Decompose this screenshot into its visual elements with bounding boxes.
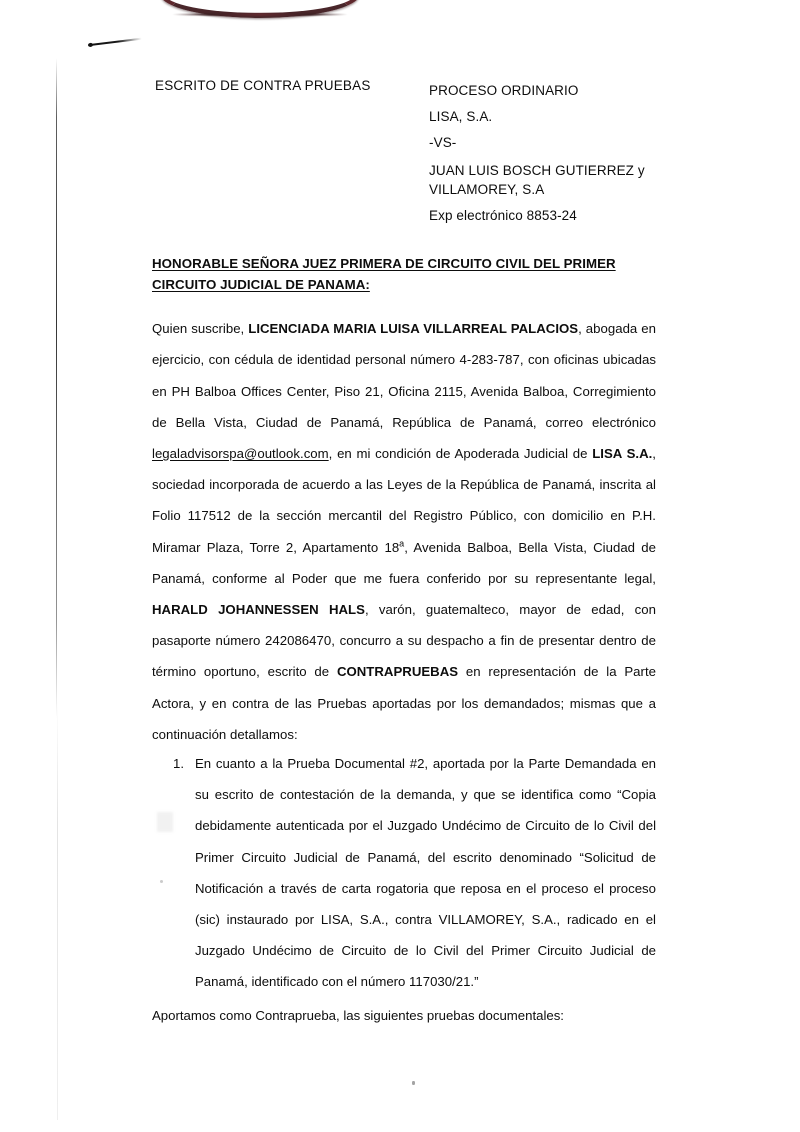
closing-section [152, 1000, 656, 1031]
intro-text-6: , varón, guatemalteco, mayor de edad, con pasaporte número 242086470, concurro a su despacho a fin de presentar dentro de término oportuno, escrito de [152, 602, 656, 680]
addressee-title-line-1: HONORABLE SEÑORA JUEZ PRIMERA DE CIRCUITO CIVIL DEL PRIMER [152, 256, 616, 271]
list-item [173, 748, 656, 998]
caption-defendant-line-1: JUAN LUIS BOSCH GUTIERREZ y [429, 163, 645, 178]
ordinal-superscript: a [399, 538, 405, 549]
evidence-list [173, 748, 656, 998]
caption-file-number: Exp electrónico 8853-24 [429, 208, 577, 223]
caption-defendant-line-2: VILLAMOREY, S.A [429, 182, 545, 197]
contrapruebas-keyword: CONTRAPRUEBAS [336, 664, 459, 680]
intro-text-3: , en mi condición de Apoderada Judicial de [328, 446, 593, 461]
intro-text-5: , Avenida Balboa, Bella Vista, Ciudad de Panamá, conforme al Poder que me fuera conferido por su representante legal, [152, 539, 656, 586]
intro-paragraph [152, 313, 656, 750]
email-address[interactable]: legaladvisorspa@outlook.com [152, 446, 329, 461]
caption-defendants [429, 156, 679, 203]
intro-text-2: , abogada en ejercicio, con cédula de identidad personal número 4-283-787, con oficinas ubicadas en PH Balboa Offices Center, Piso 21, Oficina 2115, Avenida Balboa, Corregimiento de Bella Vista, Ciudad de Panamá, República de Panamá, correo electrónico [152, 321, 656, 430]
intro-text-1: Quien suscribe, [152, 321, 249, 337]
intro-text-7: en representación de la Parte Actora, y en contra de las Pruebas aportadas por los demandados; mismas que a continuación detallamos: [152, 664, 656, 742]
document-header-left-title: ESCRITO DE CONTRA PRUEBAS [155, 78, 371, 93]
legal-representative-name: HARALD JOHANNESSEN HALS [152, 602, 365, 618]
intro-text-4: , sociedad incorporada de acuerdo a las Leyes de la República de Panamá, inscrita al Folio 117512 de la sección mercantil del Registro Público, con domicilio en P.H. Miramar Plaza, Torre 2, Apartamento 18 [152, 446, 656, 555]
document-header-case-caption [429, 78, 679, 229]
caption-plaintiff: LISA, S.A. [429, 109, 493, 124]
list-item-text: En cuanto a la Prueba Documental #2, aportada por la Parte Demandada en su escrito de contestación de la demanda, y que se identifica como “Copia debidamente autenticada por el Juzgado Undécimo de Circuito de lo Civil del Primer Circuito Judicial de Panamá, del escrito denominado “Solicitud de Notificación a través de carta rogatoria que reposa en el proceso el proceso (sic) instaurado por LISA, S.A., contra VILLAMOREY, S.A., radicado en el Juzgado Undécimo de Circuito de lo Civil del Primer Circuito Judicial de Panamá, identificado con el número 117030/21.” [195, 756, 656, 990]
attorney-name: LICENCIADA MARIA LUISA VILLARREAL PALACIOS [248, 321, 579, 337]
list-item-marker: 1. [173, 756, 184, 771]
closing-paragraph: Aportamos como Contraprueba, las siguientes pruebas documentales: [152, 1008, 564, 1023]
caption-versus: -VS- [429, 135, 457, 150]
document-addressee-title [152, 253, 657, 295]
company-name-lisa: LISA S.A. [592, 446, 653, 461]
caption-process-type: PROCESO ORDINARIO [429, 83, 579, 98]
document-intro-section [152, 300, 656, 763]
addressee-title-line-2: CIRCUITO JUDICIAL DE PANAMA: [152, 277, 370, 292]
